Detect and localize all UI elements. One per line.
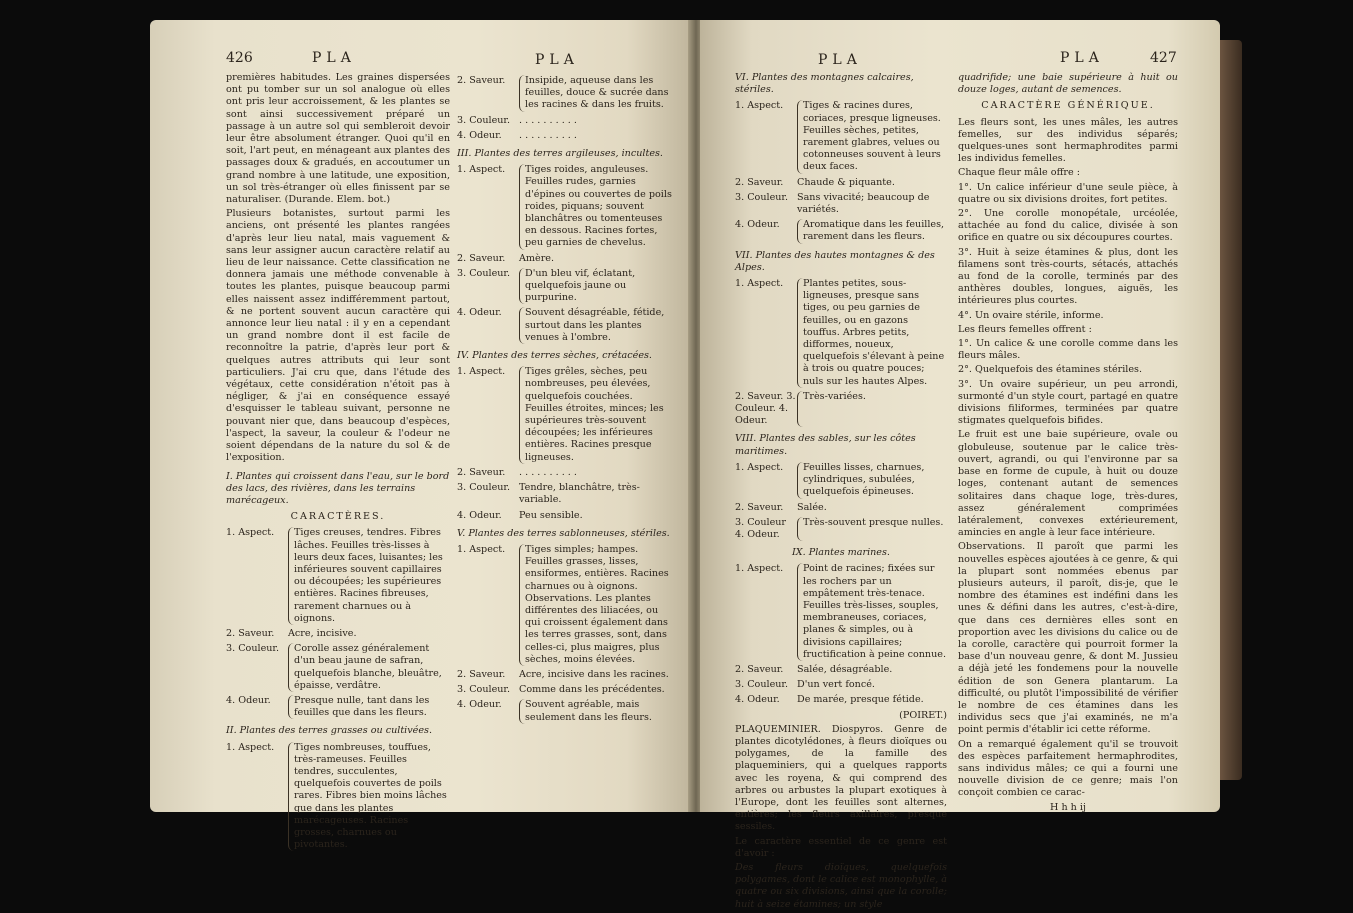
section-heading: I. Plantes qui croissent dans l'eau, sur le bord des lacs, des rivières, dans les terrains marécageux. [226, 470, 450, 506]
page-number-left: 426 [226, 50, 253, 66]
book-edge [1220, 40, 1242, 780]
row-label: 2. Saveur. 3. Couleur. 4. Odeur. [735, 390, 796, 427]
row-text: Insipide, aqueuse dans les feuilles, douce & sucrée dans les racines & dans les fruits. [519, 75, 672, 112]
section-heading: V. Plantes des terres sablonneuses, stériles. [457, 527, 670, 539]
row-label: 4. Odeur. [457, 307, 502, 319]
row-text: Acre, incisive. [288, 627, 357, 639]
section-heading: VI. Plantes des montagnes calcaires, stériles. [735, 72, 914, 96]
row-text: Tiges nombreuses, touffues, très-rameuses. Feuilles tendres, succulentes, quelquefois couvertes de poils rares. Fibres bien moins lâches que dans les plantes marécageuses. Racines grosses, charnues ou pivotantes. [288, 742, 450, 852]
paragraph: 3°. Huit à seize étamines & plus, dont les filamens sont très-courts, sétacés, attachés au fond de la corolle, terminés par des anthères doubles, longues, aiguës, les intérieures plus courtes. [958, 246, 1178, 307]
row-label: 3. Couleur. [457, 684, 511, 696]
row-text: Feuilles lisses, charnues, cylindriques, subulées, quelquefois épineuses. [797, 462, 947, 499]
page-number-right: 427 [1150, 50, 1177, 66]
row-text: Tendre, blanchâtre, très-variable. [519, 482, 640, 506]
right-column-2 [958, 72, 1178, 814]
paragraph: Les fleurs sont, les unes mâles, les autres femelles, sur des individus séparés; quelques-unes sont hermaphrodites parmi les individus femelles. [958, 116, 1178, 165]
row-text: Très-souvent presque nulles. [797, 517, 943, 541]
row-text: Chaude & piquante. [797, 176, 895, 188]
section-heading: II. Plantes des terres grasses ou cultivées. [226, 725, 432, 737]
row-text: Acre, incisive dans les racines. [519, 668, 669, 680]
paragraph: Le caractère essentiel de ce genre est d'avoir : [735, 835, 947, 859]
section-heading: VII. Plantes des hautes montagnes & des Alpes. [735, 249, 935, 273]
paragraph: Chaque fleur mâle offre : [958, 167, 1080, 179]
row-text: Salée. [797, 501, 827, 513]
row-label: 2. Saveur. [457, 252, 506, 264]
paragraph: On a remarqué également qu'il se trouvoit des espèces parfaitement hermaphrodites, sans individus mâles; ce qui a fourni une nouvelle division de ce genre; mais l'on conçoit combien ce carac- [958, 738, 1178, 799]
section-heading: VIII. Plantes des sables, sur les côtes maritimes. [735, 433, 916, 457]
row-text: . . . . . . . . . . [519, 114, 577, 126]
row-label: 1. Aspect. [226, 527, 275, 539]
paragraph: 2°. Une corolle monopétale, urcéolée, attachée au fond du calice, divisée à son orifice en quatre ou six découpures courtes. [958, 208, 1178, 244]
row-label: 3. Couleur. [457, 267, 511, 279]
row-label: 1. Aspect. [735, 563, 784, 575]
row-text: De marée, presque fétide. [797, 694, 924, 706]
paragraph: premières habitudes. Les graines dispersées ont pu tomber sur un sol analogue où elles ont pris leur accroissement, & les plantes se sont ainsi successivement préparé un passage à un autre sol qui sembleroit devoir leur être absolument étranger. Quoi qu'il en soit, l'art peut, en ménageant aux plantes des passages doux & gradués, en accoutumer un grand nombre à une latitude, une exposition, un sol très-étranger où elles finissent par se naturaliser. (Durande. Elem. bot.) [226, 72, 450, 206]
row-text: . . . . . . . . . . [519, 129, 577, 141]
running-head-right-col1: PLA [818, 52, 862, 68]
row-text: Peu sensible. [519, 509, 583, 521]
paragraph: Le fruit est une baie supérieure, ovale ou globuleuse, soutenue par le calice très-ouvert, agrandi, ou qui l'environne par sa base en forme de cupule, à huit ou douze loges, contenant autant de semences solitaires dans chaque loge, très-dures, assez généralement comprimées latéralement, convexes extérieurement, amincies en angle à leur face intérieure. [958, 429, 1178, 539]
row-label: 3. Couleur. [457, 114, 511, 126]
row-label: 4. Odeur. [457, 509, 502, 521]
paragraph: 1°. Un calice & une corolle comme dans les fleurs mâles. [958, 338, 1178, 362]
row-label: 4. Odeur. [735, 219, 780, 231]
signature-mark: H h h ij [1050, 801, 1086, 813]
row-text: Point de racines; fixées sur les rochers par un empâtement très-tenace. Feuilles très-lisses, souples, membraneuses, coriaces, planes & simples, ou à divisions capillaires; fructification à peine connue. [797, 563, 947, 661]
row-text: Tiges simples; hampes. Feuilles grasses, lisses, ensiformes, entières. Racines charnues ou à oignons. Observations. Les plantes différentes des liliacées, ou qui croissent également dans les terres grasses, sont, dans celles-ci, plus maigres, plus sèches, moins élevées. [519, 544, 672, 666]
row-label: 4. Odeur. [457, 129, 502, 141]
running-head-left: PLA [312, 50, 356, 66]
row-label: 1. Aspect. [226, 741, 275, 753]
paragraph: 4°. Un ovaire stérile, informe. [958, 309, 1104, 321]
row-label: 2. Saveur. [457, 75, 506, 86]
row-label: 3. Couleur. [735, 191, 789, 203]
row-label: 2. Saveur. [226, 627, 275, 639]
right-column-1 [735, 72, 947, 913]
running-head-left-col2: PLA [535, 52, 579, 68]
row-label: 4. Odeur. [457, 699, 502, 711]
caractere-generique-heading: CARACTÈRE GÉNÉRIQUE. [981, 100, 1155, 112]
section-heading: IX. Plantes marines. [792, 547, 890, 559]
paragraph: quadrifide; une baie supérieure à huit ou douze loges, autant de semences. [958, 72, 1178, 96]
row-label: 2. Saveur. [457, 668, 506, 680]
row-label: 2. Saveur. [457, 466, 506, 478]
row-text: Salée, désagréable. [797, 663, 893, 675]
row-text: Plantes petites, sous-ligneuses, presque sans tiges, ou peu garnies de feuilles, ou en gazons touffus. Arbres petits, difformes, noueux, quelquefois s'élevant à peine à trois ou quatre pouces; nuls sur les hautes Alpes. [797, 278, 947, 388]
left-column-2 [457, 72, 672, 727]
paragraph: Les fleurs femelles offrent : [958, 323, 1092, 335]
paragraph: Plusieurs botanistes, surtout parmi les anciens, ont présenté les plantes rangées d'après leur lieu natal, mais vaguement & sans leur assigner aucun caractère relatif au lieu de leur naissance. Cette classification ne donnera jamais une méthode convenable à toutes les plantes, puisque beaucoup parmi elles naissent assez indifféremment partout, & ne portent souvent aucun caractère qui annonce leur lieu natal : il y en a cependant un grand nombre dont il est facile de reconnoître la patrie, d'après leur port & quelques autres attributs qui leur sont particuliers. J'ai cru que, dans l'étude des végétaux, cette considération n'étoit pas à négliger, & j'ai en conséquence essayé d'esquisser le tableau suivant, personne ne pouvant nier que, dans beaucoup d'espèces, l'aspect, la saveur, la couleur & l'odeur ne soient dépendans de la nature du sol & de l'exposition. [226, 208, 450, 464]
row-text: Corolle assez généralement d'un beau jaune de safran, quelquefois blanche, bleuâtre, épaisse, verdâtre. [288, 643, 450, 692]
row-label: 1. Aspect. [457, 164, 506, 176]
row-text: Souvent agréable, mais seulement dans les fleurs. [519, 699, 672, 723]
paragraph: Des fleurs dioïques, quelquefois polygames, dont le calice est monophylle, à quatre ou six divisions, ainsi que la corolle; huit à seize étamines; un style [735, 861, 947, 910]
row-label: 1. Aspect. [735, 278, 784, 290]
row-text: Tiges roides, anguleuses. Feuilles rudes, garnies d'épines ou couvertes de poils roides, piquans; souvent blanchâtres ou tomenteuses en dessous. Racines fortes, peu garnies de chevelus. [519, 164, 672, 249]
row-label: 3. Couleur. [226, 643, 280, 655]
running-head-right: PLA [1060, 50, 1104, 66]
row-label: 1. Aspect. [735, 100, 784, 112]
row-label: 4. Odeur. [226, 694, 271, 706]
left-column-1 [226, 72, 450, 854]
row-text: Tiges creuses, tendres. Fibres lâches. Feuilles très-lisses à leurs deux faces, luisantes; les inférieures souvent capillaires ou découpées; les supérieures entières. Racines fibreuses, rarement charnues ou à oignons. [288, 527, 450, 625]
row-label: 1. Aspect. [735, 461, 784, 473]
row-text: Souvent désagréable, fétide, surtout dans les plantes venues à l'ombre. [519, 307, 672, 344]
row-text: D'un bleu vif, éclatant, quelquefois jaune ou purpurine. [519, 268, 672, 305]
row-label: 1. Aspect. [457, 366, 506, 378]
row-label: 1. Aspect. [457, 543, 506, 555]
row-label: 2. Saveur. [735, 501, 784, 513]
row-text: Comme dans les précédentes. [519, 684, 665, 696]
row-label: 2. Saveur. [735, 663, 784, 675]
row-text: Très-variées. [797, 391, 866, 428]
row-text: Aromatique dans les feuilles, rarement dans les fleurs. [797, 219, 947, 243]
row-text: Tiges grêles, sèches, peu nombreuses, peu élevées, quelquefois couchées. Feuilles étroites, minces; les supérieures très-souvent découpées; les inférieures entières. Racines presque ligneuses. [519, 366, 672, 464]
paragraph: PLAQUEMINIER. Diospyros. Genre de plantes dicotylédones, à fleurs dioïques ou polygames, de la famille des plaqueminiers, qui a quelques rapports avec les royena, & qui comprend des arbres ou arbustes la plupart exotiques à l'Europe, dont les feuilles sont alternes, entières; les fleurs axillaires, presque sessiles. [735, 723, 947, 833]
row-label: 3. Couleur. [735, 679, 789, 691]
row-label: 3. Couleur. [457, 482, 511, 494]
paragraph: 3°. Un ovaire supérieur, un peu arrondi, surmonté d'un style court, partagé en quatre divisions filiformes, terminées par quatre stigmates quelquefois bifides. [958, 378, 1178, 427]
section-heading: III. Plantes des terres argileuses, incultes. [457, 148, 663, 160]
row-label: 3. Couleur 4. Odeur. [735, 516, 787, 540]
row-text: . . . . . . . . . . [519, 466, 577, 478]
paragraph: 1°. Un calice inférieur d'une seule pièce, à quatre ou six divisions droites, fort petites. [958, 181, 1178, 205]
author-signature: (POIRET.) [899, 709, 947, 721]
row-label: 2. Saveur. [735, 176, 784, 188]
row-label: 4. Odeur. [735, 694, 780, 706]
row-text: Amère. [519, 252, 555, 264]
paragraph: Observations. Il paroît que parmi les nouvelles espèces ajoutées à ce genre, & qui la plupart sont nommées ebenus par plusieurs auteurs, il paroît, dis-je, que le nombre des étamines est indéfini dans les unes & défini dans les autres, c'est-à-dire, que dans ces dernières elles sont en proportion avec les divisions du calice ou de la corolle, caractère qui pourroit former la base d'un nouveau genre, & dont M. Jussieu a déjà jeté les fondemens pour la nouvelle édition de son Genera plantarum. La difficulté, ou plutôt l'impossibilité de vérifier le nombre de ces étamines dans les individus secs que j'ai examinés, ne m'a point permis d'établir ici cette réforme. [958, 541, 1178, 736]
section-heading: IV. Plantes des terres sèches, crétacées. [457, 350, 652, 362]
row-text: Sans vivacité; beaucoup de variétés. [797, 191, 930, 216]
row-text: Tiges & racines dures, coriaces, presque ligneuses. Feuilles sèches, petites, rarement glabres, velues ou cotonneuses souvent à leurs deux faces. [797, 100, 947, 173]
paragraph: 2°. Quelquefois des étamines stériles. [958, 364, 1143, 376]
row-text: Presque nulle, tant dans les feuilles que dans les fleurs. [288, 695, 450, 719]
row-text: D'un vert foncé. [797, 679, 875, 691]
caracteres-heading: CARACTÈRES. [290, 511, 386, 523]
